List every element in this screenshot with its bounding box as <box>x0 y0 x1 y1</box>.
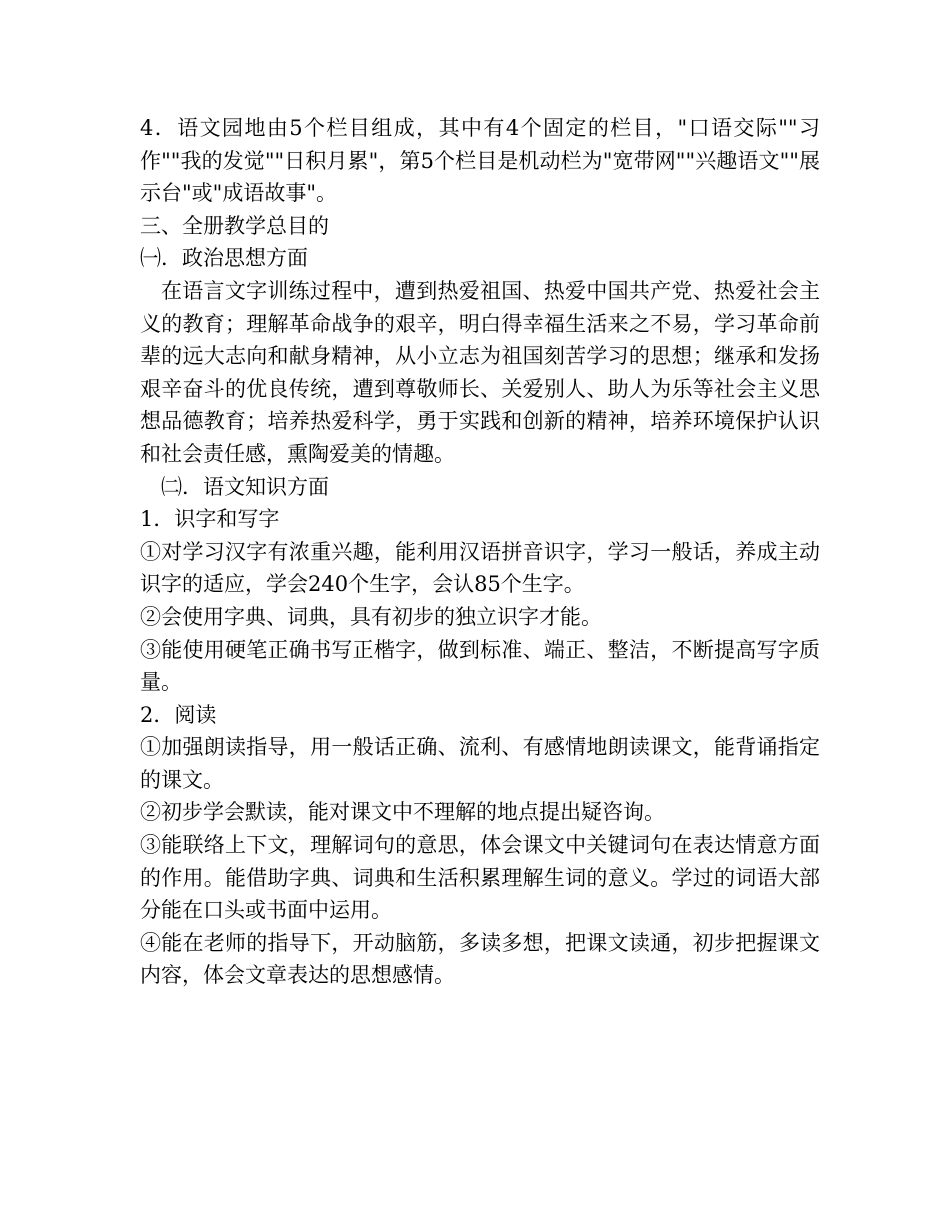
document-body <box>140 112 820 992</box>
list-item-reading-3: ③能联络上下文，理解词句的意思，体会课文中关键词句在表达情意方面的作用。能借助字典、词典和生活积累理解生词的意义。学过的词语大部分能在口头或书面中运用。 <box>140 833 820 923</box>
heading-teaching-goals: 三、全册教学总目的 <box>140 213 329 238</box>
list-item-literacy-3: ③能使用硬笔正确书写正楷字，做到标准、端正、整洁，不断提高写字质量。 <box>140 637 820 695</box>
list-item-literacy-1: ①对学习汉字有浓重兴趣，能利用汉语拼音识字，学习一般话，养成主动识字的适应，学会240个生字，会认85个生字。 <box>140 539 820 597</box>
list-item-literacy-2: ②会使用字典、词典，具有初步的独立识字才能。 <box>140 604 602 629</box>
heading-literacy-writing: 1．识字和写字 <box>140 507 280 532</box>
heading-reading: 2．阅读 <box>140 702 217 727</box>
subheading-political-thought: ㈠．政治思想方面 <box>140 246 308 271</box>
list-item-reading-2: ②初步学会默读，能对课文中不理解的地点提出疑咨询。 <box>140 800 665 825</box>
list-item-reading-1: ①加强朗读指导，用一般话正确、流利、有感情地朗读课文，能背诵指定的课文。 <box>140 735 820 792</box>
paragraph-textbook-garden: 4．语文园地由5个栏目组成，其中有4个固定的栏目，"口语交际""习作""我的发觉""日积月累"，第5个栏目是机动栏为"宽带网""兴趣语文""展示台"或"成语故事"。 <box>140 116 820 206</box>
paragraph-political-thought: 在语言文字训练过程中，遭到热爱祖国、热爱中国共产党、热爱社会主义的教育；理解革命战争的艰辛，明白得幸福生活来之不易，学习革命前辈的远大志向和献身精神，从小立志为祖国刻苦学习的思想；继承和发扬艰辛奋斗的优良传统，遭到尊敬师长、关爱别人、助人为乐等社会主义思想品德教育；培养热爱科学，勇于实践和创新的精神，培养环境保护认识和社会责任感，熏陶爱美的情趣。 <box>140 278 820 466</box>
subheading-language-knowledge: ㈡．语文知识方面 <box>161 474 329 499</box>
list-item-reading-4: ④能在老师的指导下，开动脑筋，多读多想，把课文读通，初步把握课文内容，体会文章表达的思想感情。 <box>140 930 820 988</box>
